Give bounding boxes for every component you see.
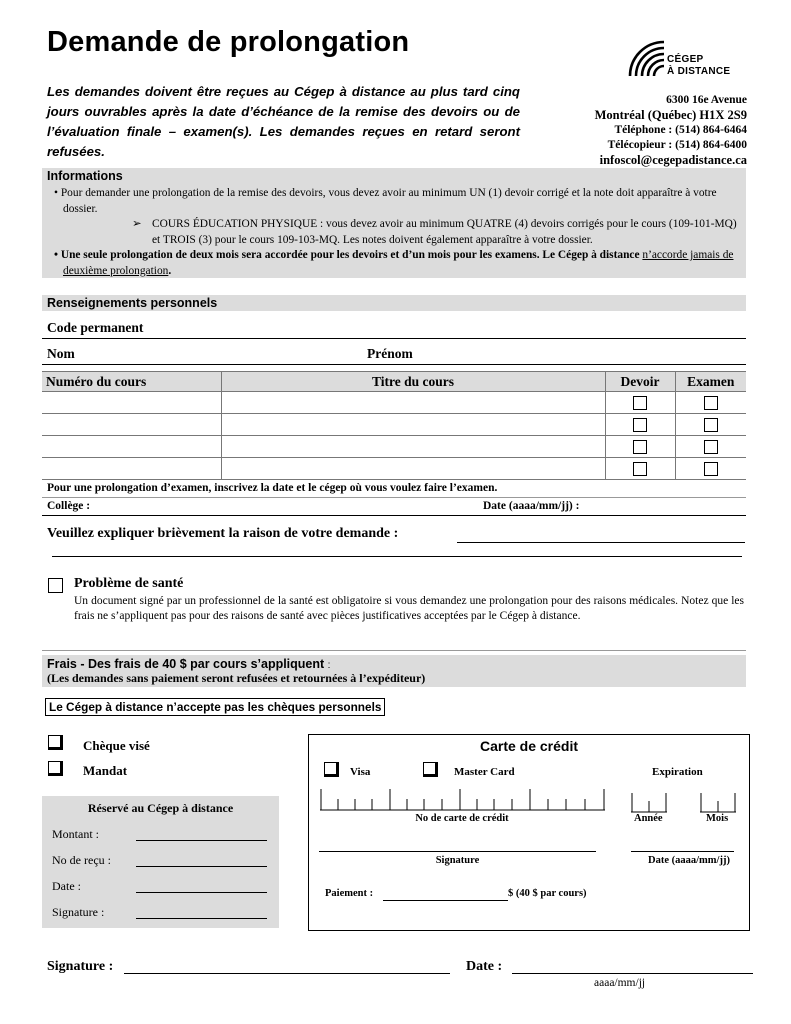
card-signature-label: Signature — [435, 855, 480, 866]
course-title-cell[interactable] — [221, 458, 605, 480]
info-bullet-1: • Pour demander une prolongation de la remise des devoirs, vous devez avoir au minimum UN (1) devoir corrigé et la note doit apparaître à votre dossier. — [54, 187, 717, 215]
exam-date-label: Date (aaaa/mm/jj) : — [483, 500, 580, 512]
course-title-cell[interactable] — [221, 392, 605, 414]
col-numero-cours: Numéro du cours — [42, 372, 221, 392]
cegep-logo — [628, 38, 738, 80]
address-block — [595, 93, 747, 168]
logo-text-line1: CÉGEP — [667, 54, 704, 65]
expiration-label: Expiration — [652, 766, 703, 778]
info-sub-bullet-text: COURS ÉDUCATION PHYSIQUE : vous devez avoir au minimum QUATRE (4) devoirs corrigés pour le cours (109-101-MQ) et TROIS (3) pour le cours 109-103-MQ. Les notes doivent également apparaître à votre dossier. — [152, 218, 737, 246]
examen-cell — [675, 458, 746, 480]
courses-table — [42, 371, 746, 480]
reserved-date-field[interactable] — [136, 892, 267, 893]
prenom-label: Prénom — [367, 346, 413, 361]
cheque-vise-checkbox[interactable] — [48, 735, 63, 750]
informations-body — [42, 184, 746, 278]
health-text: Un document signé par un professionnel de la santé est obligatoire si vous demandez une prolongation pour des raisons médicales. Notez que les frais ne s’appliquent pas pour des raisons de santé avec pièces justificatives acceptées par le Cégep à distance. — [74, 595, 744, 622]
fees-title: Frais - Des frais de 40 $ par cours s’appliquent — [47, 657, 325, 671]
examen-cell — [675, 392, 746, 414]
info-bullet-2: • Une seule prolongation de deux mois sera accordée pour les devoirs et d’un mois pour les examens. Le Cégep à distance n’accorde jamais de deuxième prolongation. — [54, 249, 734, 277]
devoir-cell — [605, 458, 675, 480]
footer-signature-label: Signature : — [47, 959, 114, 974]
examen-checkbox[interactable] — [704, 462, 718, 476]
health-title: Problème de santé — [74, 576, 184, 591]
reserved-montant-field[interactable] — [136, 840, 267, 841]
credit-card-title: Carte de crédit — [479, 738, 579, 754]
arrow-icon: ➢ — [132, 218, 142, 230]
card-signature-field[interactable] — [319, 851, 596, 852]
expiry-month-label: Mois — [706, 813, 729, 824]
examen-checkbox[interactable] — [704, 396, 718, 410]
reason-field-1[interactable] — [457, 542, 745, 543]
code-permanent-label: Code permanent — [47, 320, 144, 335]
visa-checkbox[interactable] — [324, 762, 339, 777]
address-phone: Téléphone : (514) 864-6464 — [614, 124, 747, 136]
informations-heading: Informations — [42, 168, 746, 184]
table-row — [42, 458, 746, 480]
examen-checkbox[interactable] — [704, 440, 718, 454]
code-permanent-field[interactable] — [42, 338, 746, 339]
mastercard-checkbox[interactable] — [423, 762, 438, 777]
examen-cell — [675, 414, 746, 436]
reserved-montant-label: Montant : — [52, 827, 99, 841]
table-row — [42, 392, 746, 414]
paiement-label: Paiement : — [325, 888, 374, 899]
mastercard-label: Master Card — [454, 766, 515, 778]
page-title: Demande de prolongation — [47, 26, 410, 58]
col-devoir: Devoir — [605, 372, 675, 392]
expiry-year-field[interactable] — [631, 793, 667, 813]
visa-label: Visa — [350, 766, 371, 778]
fees-banner: Frais - Des frais de 40 $ par cours s’appliquent : (Les demandes sans paiement seront refusées et retournées à l’expéditeur) — [42, 655, 746, 687]
devoir-cell — [605, 414, 675, 436]
devoir-cell — [605, 392, 675, 414]
course-number-cell[interactable] — [42, 392, 221, 414]
table-row — [42, 436, 746, 458]
paiement-field[interactable] — [383, 900, 508, 901]
footer-date-format: aaaa/mm/jj — [594, 977, 646, 989]
card-date-field[interactable] — [631, 851, 734, 852]
fees-warning: (Les demandes sans paiement seront refusées et retournées à l’expéditeur) — [47, 671, 426, 685]
footer-signature-field[interactable] — [124, 973, 450, 974]
paiement-suffix: $ (40 $ par cours) — [508, 888, 587, 899]
address-fax: Télécopieur : (514) 864-6400 — [607, 139, 747, 151]
reserved-title: Réservé au Cégep à distance — [87, 801, 234, 815]
reserved-signature-label: Signature : — [52, 905, 105, 919]
card-date-label: Date (aaaa/mm/jj) — [648, 855, 730, 866]
footer-date-label: Date : — [466, 959, 503, 974]
card-number-field[interactable] — [320, 789, 605, 811]
health-divider — [42, 650, 746, 651]
devoir-checkbox[interactable] — [633, 418, 647, 432]
devoir-checkbox[interactable] — [633, 462, 647, 476]
exam-note-underline — [42, 497, 746, 498]
nom-label: Nom — [47, 346, 75, 361]
course-number-cell[interactable] — [42, 436, 221, 458]
name-field[interactable] — [42, 364, 746, 365]
reserved-recu-field[interactable] — [136, 866, 267, 867]
personal-info-heading: Renseignements personnels — [42, 295, 746, 311]
intro-text: Les demandes doivent être reçues au Cégep à distance au plus tard cinq jours ouvrables après la date d’échéance de la remise des devoirs ou de l’évaluation finale – examen(s). Les demandes reçues en retard seront refusées. — [47, 84, 520, 159]
reason-label: Veuillez expliquer brièvement la raison de votre demande : — [47, 526, 399, 541]
expiry-month-field[interactable] — [700, 793, 736, 813]
no-personal-cheques-notice: Le Cégep à distance n’accepte pas les chèques personnels — [45, 698, 385, 716]
table-row — [42, 414, 746, 436]
examen-checkbox[interactable] — [704, 418, 718, 432]
logo-text-line2: À DISTANCE — [667, 66, 731, 77]
mandat-checkbox[interactable] — [48, 761, 63, 776]
address-street: 6300 16e Avenue — [666, 94, 747, 106]
address-city: Montréal (Québec) H1X 2S9 — [594, 108, 747, 122]
card-number-label: No de carte de crédit — [415, 813, 509, 824]
reserved-signature-field[interactable] — [136, 918, 267, 919]
reason-field-2[interactable] — [52, 556, 742, 557]
examen-cell — [675, 436, 746, 458]
credit-card-box — [308, 734, 750, 931]
col-examen: Examen — [675, 372, 746, 392]
course-title-cell[interactable] — [221, 414, 605, 436]
devoir-checkbox[interactable] — [633, 440, 647, 454]
cheque-vise-label: Chèque visé — [83, 738, 150, 753]
courses-table-header — [42, 372, 746, 392]
info-bullet-1-text: Pour demander une prolongation de la remise des devoirs, vous devez avoir au minimum UN (1) devoir corrigé et la note doit apparaître à votre dossier. — [60, 187, 717, 215]
mandat-label: Mandat — [83, 763, 128, 778]
devoir-checkbox[interactable] — [633, 396, 647, 410]
health-checkbox[interactable] — [48, 578, 63, 593]
info-sub-bullet — [132, 217, 744, 248]
reserved-box — [42, 796, 279, 928]
footer-date-field[interactable] — [512, 973, 753, 974]
address-email: infoscol@cegepadistance.ca — [599, 153, 747, 167]
course-number-cell[interactable] — [42, 458, 221, 480]
exam-note: Pour une prolongation d’examen, inscrivez la date et le cégep où vous voulez faire l’examen. — [47, 482, 498, 494]
reserved-recu-label: No de reçu : — [52, 853, 111, 867]
course-number-cell[interactable] — [42, 414, 221, 436]
expiry-year-label: Année — [634, 813, 663, 824]
reserved-date-label: Date : — [52, 879, 81, 893]
course-title-cell[interactable] — [221, 436, 605, 458]
col-titre-cours: Titre du cours — [221, 372, 605, 392]
logo-arcs-icon — [628, 38, 664, 78]
college-date-field[interactable] — [42, 515, 746, 516]
devoir-cell — [605, 436, 675, 458]
no-second-extension-text: n’accorde jamais de deuxième prolongation — [63, 249, 734, 277]
college-label: Collège : — [47, 500, 91, 512]
